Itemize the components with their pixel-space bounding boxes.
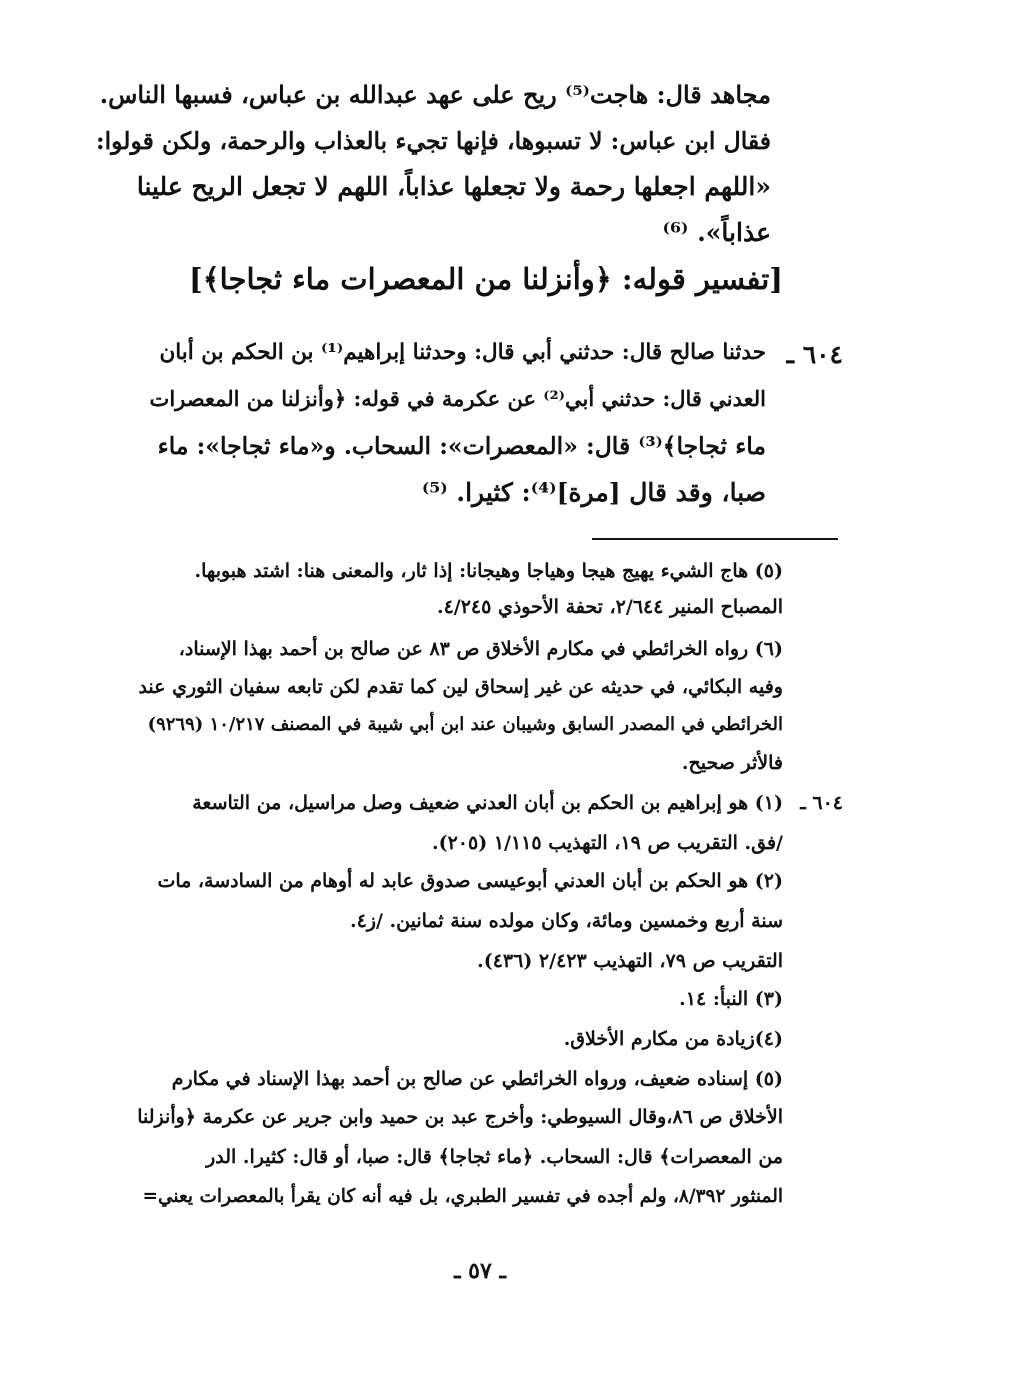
hadith-line: ماء ثجاجا﴾⁽³⁾ قال: «المعصرات»: السحاب. و«ماء ثجاجا»: ماء [157, 432, 766, 460]
footnote-line: (٤)زيادة من مكارم الأخلاق. [563, 1028, 783, 1050]
section-heading: [تفسير قوله: ﴿وأنزلنا من المعصرات ماء ثجاجا﴾] [188, 262, 783, 296]
footnote-line: الأخلاق ص ٨٦،وقال السيوطي: وأخرج عبد بن حميد وابن جرير عن عكرمة ﴿وأنزلنا [137, 1106, 783, 1128]
intro-line: مجاهد قال: هاجت⁽⁵⁾ ريح على عهد عبدالله بن عباس، فسبها الناس. [99, 80, 771, 109]
hadith-line: حدثنا صالح قال: حدثني أبي قال: وحدثنا إبراهيم⁽¹⁾ بن الحكم بن أبان [159, 340, 766, 365]
footnote-line: وفيه البكائي، في حديثه عن غير إسحاق لين كما تقدم لكن تابعه سفيان الثوري عند [138, 676, 783, 698]
intro-line: فقال ابن عباس: لا تسبوها، فإنها تجيء بالعذاب والرحمة، ولكن قولوا: [95, 127, 771, 155]
intro-line: «اللهم اجعلها رحمة ولا تجعلها عذاباً، اللهم لا تجعل الريح علينا [136, 172, 771, 201]
footnote-line: المنثور ٨/٣٩٢، ولم أجده في تفسير الطبري، بل فيه أنه كان يقرأ بالمعصرات يعني= [142, 1186, 783, 1207]
footnote-line: /فق. التقريب ص ١٩، التهذيب ١/١١٥ (٢٠٥). [431, 832, 783, 854]
footnote-line: (٣) النبأ: ١٤. [679, 988, 783, 1010]
footnote-line: (٦) رواه الخرائطي في مكارم الأخلاق ص ٨٣ عن صالح بن أحمد بهذا الإسناد، [178, 638, 783, 660]
hadith-line: صبا، وقد قال [مرة]⁽⁴⁾: كثيرا. ⁽⁵⁾ [421, 478, 766, 507]
footnote-line: (٥) إسناده ضعيف، ورواه الخرائطي عن صالح بن أحمد بهذا الإسناد في مكارم [171, 1068, 783, 1090]
page-number: ـ ٥٧ ـ [454, 1258, 506, 1284]
footnote-divider [592, 538, 838, 540]
hadith-number: ٦٠٤ ـ [786, 340, 843, 369]
footnote-line: (٢) هو الحكم بن أبان العدني أبوعيسى صدوق عابد له أوهام من السادسة، مات [157, 870, 783, 892]
footnote-line: من المعصرات﴾ قال: السحاب. ﴿ماء ثجاجا﴾ قال: صبا، أو قال: كثيرا. الدر [206, 1146, 783, 1168]
footnote-line: سنة أربع وخمسين ومائة، وكان مولده سنة ثمانين. /ز٤. [349, 910, 783, 932]
footnote-group-number: ٦٠٤ ـ [800, 792, 843, 814]
footnote-line: التقريب ص ٧٩، التهذيب ٢/٤٢٣ (٤٣٦). [477, 950, 783, 972]
footnote-line: (١) هو إبراهيم بن الحكم بن أبان العدني ضعيف وصل مراسيل، من التاسعة [192, 792, 783, 814]
footnote-line: الخرائطي في المصدر السابق وشيبان عند ابن أبي شيبة في المصنف ١٠/٢١٧ (٩٢٦٩) [147, 714, 783, 735]
intro-paragraph [91, 72, 771, 256]
footnote-line: (٥) هاج الشيء يهيج هيجا وهياجا وهيجانا: إذا ثار، والمعنى هنا: اشتد هبوبها. [194, 560, 783, 582]
footnote-line: فالأثر صحيح. [681, 752, 783, 774]
intro-line: عذاباً». ⁽⁶⁾ [662, 218, 771, 247]
footnote-line: المصباح المنير ٢/٦٤٤، تحفة الأحوذي ٤/٢٤٥. [436, 596, 783, 618]
hadith-line: العدني قال: حدثني أبي⁽²⁾ عن عكرمة في قوله: ﴿وأنزلنا من المعصرات [149, 386, 766, 411]
